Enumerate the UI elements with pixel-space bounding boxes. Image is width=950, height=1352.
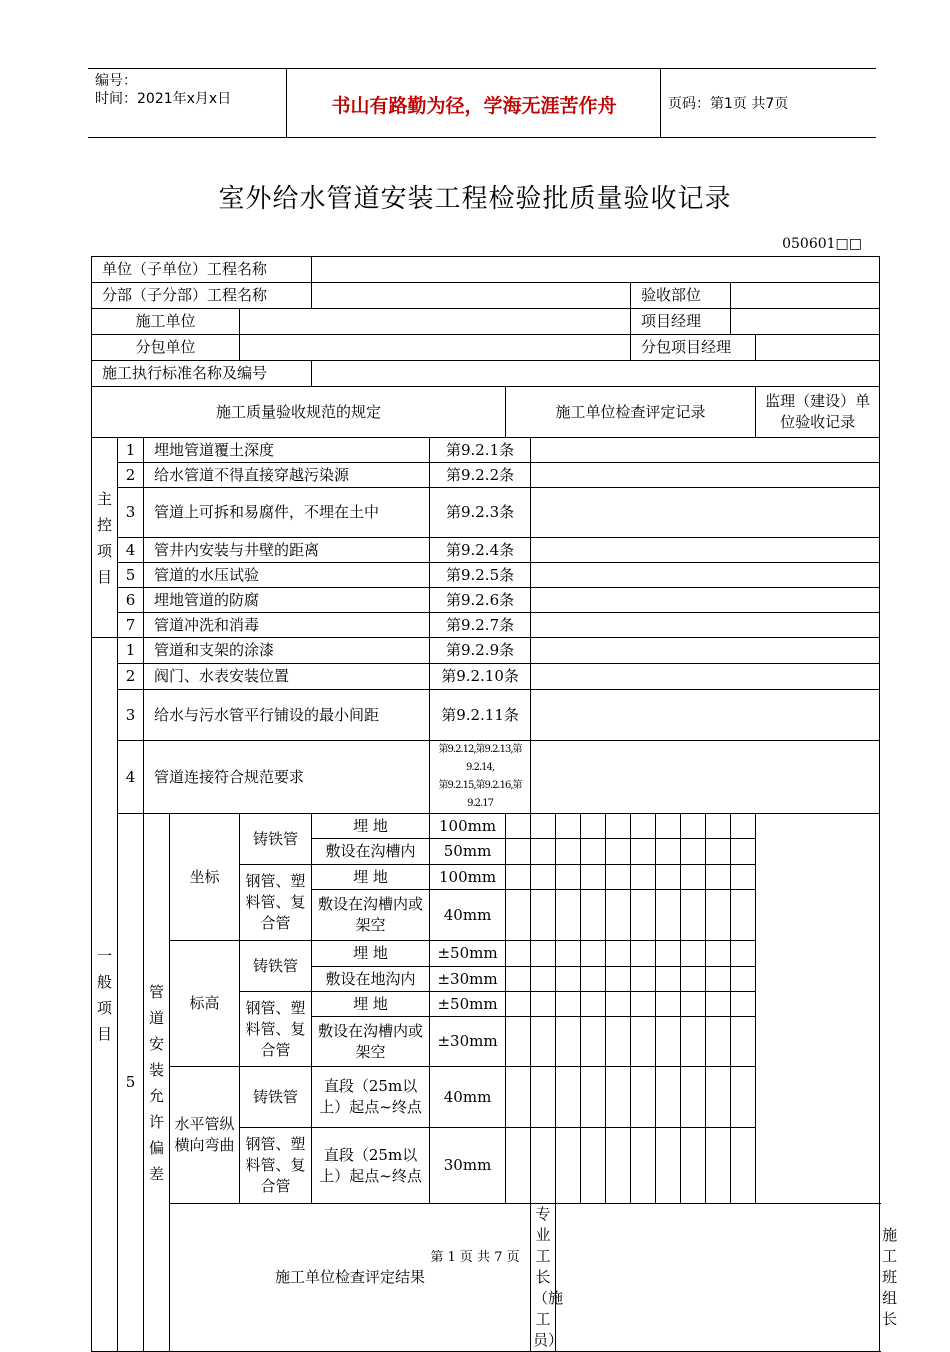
pipe-type: 铸铁管 — [240, 941, 312, 992]
measure-cell[interactable] — [706, 1128, 731, 1204]
clause-line: 第9.2.12,第9.2.13,第9.2.14, — [438, 744, 522, 773]
laying-method: 敷设在沟槽内 — [312, 839, 430, 865]
document-header — [88, 68, 876, 138]
check-cell[interactable] — [531, 664, 880, 690]
measure-cell[interactable] — [581, 814, 606, 839]
item-clause: 第9.2.6条 — [430, 588, 531, 613]
item-clause: 第9.2.9条 — [430, 638, 531, 664]
measure-cell[interactable] — [506, 865, 531, 890]
allowed-value: 40mm — [430, 890, 506, 941]
check-cell[interactable] — [531, 638, 880, 664]
header-divider — [286, 69, 287, 137]
item-clause: 第9.2.5条 — [430, 563, 531, 588]
measure-cell[interactable] — [706, 1067, 731, 1128]
measure-cell[interactable] — [506, 941, 531, 967]
construction-unit-label: 施工单位 — [92, 309, 240, 335]
general-items-label: 一般项目 — [92, 638, 118, 1352]
measure-cell[interactable] — [606, 839, 631, 865]
measure-cell[interactable] — [531, 967, 556, 992]
item-clause: 第9.2.11条 — [430, 690, 531, 741]
measure-cell[interactable] — [506, 1067, 531, 1128]
measure-cell[interactable] — [606, 1067, 631, 1128]
measure-cell[interactable] — [531, 1128, 556, 1204]
construction-unit-value[interactable] — [240, 309, 631, 335]
row-number: 1 — [118, 638, 144, 664]
measure-cell[interactable] — [681, 1128, 706, 1204]
measure-cell[interactable] — [556, 1128, 581, 1204]
pipe-type: 钢管、塑料管、复合管 — [240, 992, 312, 1067]
measure-cell[interactable] — [531, 839, 556, 865]
row-number: 4 — [118, 538, 144, 563]
row-number: 3 — [118, 488, 144, 538]
measure-cell[interactable] — [706, 941, 731, 967]
measure-cell[interactable] — [656, 992, 681, 1017]
form-code: 050601□□ — [782, 236, 862, 252]
measure-cell[interactable] — [581, 1017, 606, 1067]
subcontract-manager-value[interactable] — [756, 335, 880, 361]
measure-cell[interactable] — [531, 1017, 556, 1067]
measure-cell[interactable] — [506, 839, 531, 865]
project-manager-value[interactable] — [731, 309, 880, 335]
measure-cell[interactable] — [731, 967, 756, 992]
measure-cell[interactable] — [581, 967, 606, 992]
measure-cell[interactable] — [581, 1128, 606, 1204]
allowed-value: ±50mm — [430, 941, 506, 967]
measure-cell[interactable] — [631, 890, 656, 941]
measure-cell[interactable] — [531, 1067, 556, 1128]
measure-cell[interactable] — [631, 1067, 656, 1128]
laying-method: 敷设在沟槽内或架空 — [312, 890, 430, 941]
laying-method: 敷设在地沟内 — [312, 967, 430, 992]
check-cell[interactable] — [531, 563, 880, 588]
standard-value[interactable] — [312, 361, 880, 387]
sub-project-value[interactable] — [312, 283, 631, 309]
item-name: 埋地管道覆土深度 — [144, 438, 430, 463]
item-clause: 第9.2.2条 — [430, 463, 531, 488]
item-clause — [430, 741, 531, 814]
page-label: 页码：第1页 共7页 — [668, 96, 789, 112]
measure-cell[interactable] — [506, 1128, 531, 1204]
laying-method: 敷设在沟槽内或架空 — [312, 1017, 430, 1067]
allowed-value: ±30mm — [430, 1017, 506, 1067]
item-name: 管井内安装与井壁的距离 — [144, 538, 430, 563]
measure-cell[interactable] — [706, 814, 731, 839]
measure-cell[interactable] — [556, 814, 581, 839]
deviation-label: 管道安装允许偏差 — [144, 814, 170, 1352]
measure-cell[interactable] — [656, 1067, 681, 1128]
check-cell[interactable] — [531, 588, 880, 613]
measure-cell[interactable] — [631, 967, 656, 992]
measure-cell[interactable] — [506, 992, 531, 1017]
check-cell[interactable] — [531, 613, 880, 638]
laying-method: 埋 地 — [312, 941, 430, 967]
pipe-type: 钢管、塑料管、复合管 — [240, 1128, 312, 1204]
measure-cell[interactable] — [606, 967, 631, 992]
measure-cell[interactable] — [656, 839, 681, 865]
measure-cell[interactable] — [731, 814, 756, 839]
measure-cell[interactable] — [581, 992, 606, 1017]
item-name: 管道的水压试验 — [144, 563, 430, 588]
allowed-value: 100mm — [430, 865, 506, 890]
allowed-value: ±30mm — [430, 967, 506, 992]
measure-cell[interactable] — [556, 1067, 581, 1128]
sub-project-label: 分部（子分部）工程名称 — [92, 283, 312, 309]
measure-cell[interactable] — [581, 839, 606, 865]
measure-cell[interactable] — [631, 941, 656, 967]
measure-cell[interactable] — [581, 890, 606, 941]
project-manager-label: 项目经理 — [631, 309, 731, 335]
measure-cell[interactable] — [631, 1017, 656, 1067]
measure-cell[interactable] — [581, 1067, 606, 1128]
measure-cell[interactable] — [606, 992, 631, 1017]
measure-cell[interactable] — [656, 1017, 681, 1067]
measure-cell[interactable] — [681, 967, 706, 992]
subcontract-unit-label: 分包单位 — [92, 335, 240, 361]
allowed-value: 40mm — [430, 1067, 506, 1128]
bend-label: 水平管纵横向弯曲 — [170, 1067, 240, 1204]
measure-cell[interactable] — [531, 890, 556, 941]
measure-cell[interactable] — [606, 890, 631, 941]
item-name: 管道上可拆和易腐件，不埋在土中 — [144, 488, 430, 538]
measure-cell[interactable] — [531, 992, 556, 1017]
row-number: 6 — [118, 588, 144, 613]
row-number: 1 — [118, 438, 144, 463]
row-number: 7 — [118, 613, 144, 638]
measure-cell[interactable] — [731, 890, 756, 941]
allowed-value: 100mm — [430, 814, 506, 839]
clause-line: 第9.2.15,第9.2.16,第9.2.17 — [438, 780, 522, 809]
header-divider — [660, 69, 661, 137]
measure-cell[interactable] — [531, 941, 556, 967]
standard-label: 施工执行标准名称及编号 — [92, 361, 312, 387]
measure-cell[interactable] — [506, 814, 531, 839]
item-name: 管道连接符合规范要求 — [144, 741, 430, 814]
measure-cell[interactable] — [681, 865, 706, 890]
measure-cell[interactable] — [581, 865, 606, 890]
measure-cell[interactable] — [681, 992, 706, 1017]
result-label: 施工单位检查评定结果 — [170, 1204, 531, 1352]
item-clause: 第9.2.7条 — [430, 613, 531, 638]
acceptance-part-value[interactable] — [731, 283, 880, 309]
item-clause: 第9.2.3条 — [430, 488, 531, 538]
measure-cell[interactable] — [706, 1017, 731, 1067]
measure-cell[interactable] — [631, 992, 656, 1017]
elev-label: 标高 — [170, 941, 240, 1067]
pipe-type: 铸铁管 — [240, 814, 312, 865]
check-cell[interactable] — [531, 538, 880, 563]
header-motto: 书山有路勤为径，学海无涯苦作舟 — [331, 95, 617, 117]
measure-cell[interactable] — [581, 941, 606, 967]
measure-cell[interactable] — [731, 1128, 756, 1204]
item-name: 管道和支架的涂漆 — [144, 638, 430, 664]
number-label: 编号： — [95, 73, 137, 89]
measure-cell[interactable] — [656, 890, 681, 941]
measure-cell[interactable] — [556, 992, 581, 1017]
pipe-type: 铸铁管 — [240, 1067, 312, 1128]
row-number: 4 — [118, 741, 144, 814]
page-footer: 第 1 页 共 7 页 — [430, 1250, 520, 1265]
measure-cell[interactable] — [681, 814, 706, 839]
subcontract-manager-label: 分包项目经理 — [631, 335, 756, 361]
measure-cell[interactable] — [706, 839, 731, 865]
measure-cell[interactable] — [706, 890, 731, 941]
measure-cell[interactable] — [706, 865, 731, 890]
measure-cell[interactable] — [631, 865, 656, 890]
measure-cell[interactable] — [556, 941, 581, 967]
measure-cell[interactable] — [606, 814, 631, 839]
supervision-header: 监理（建设）单位验收记录 — [756, 387, 880, 438]
row-number: 3 — [118, 690, 144, 741]
measure-cell[interactable] — [631, 814, 656, 839]
row-number: 5 — [118, 814, 144, 1352]
check-cell[interactable] — [531, 438, 880, 463]
foreman-label: 专业工长（施工员） — [531, 1204, 556, 1352]
measure-cell[interactable] — [681, 1067, 706, 1128]
row-number: 5 — [118, 563, 144, 588]
measure-cell[interactable] — [681, 1017, 706, 1067]
measure-cell[interactable] — [531, 814, 556, 839]
measure-cell[interactable] — [506, 890, 531, 941]
item-clause: 第9.2.10条 — [430, 664, 531, 690]
foreman-signature[interactable] — [556, 1204, 880, 1352]
measure-cell[interactable] — [681, 941, 706, 967]
time-label: 时间：2021年x月x日 — [95, 91, 232, 107]
allowed-value: 30mm — [430, 1128, 506, 1204]
item-name: 管道冲洗和消毒 — [144, 613, 430, 638]
measure-cell[interactable] — [556, 967, 581, 992]
pipe-type: 钢管、塑料管、复合管 — [240, 865, 312, 941]
header-left — [95, 72, 231, 108]
measure-cell[interactable] — [731, 1017, 756, 1067]
row-number: 2 — [118, 463, 144, 488]
measure-cell[interactable] — [531, 865, 556, 890]
inspection-table: 单位（子单位）工程名称 分部（子分部）工程名称 验收部位 施工单位 项目经理 分包单位 分包项目经理 施工执行标准名称及编号 施工质量验收规范的规定 施工单位检查评定记录 监理（建设）单位验收记录 主控项目 1 埋地管道覆土深度 第9.2.1条 2 给水管道不得直接穿越污染源 第9.2.2条 3 管道上可拆和易腐件，不埋在土中 第9.2.3条 4 管井内安装与井壁的距离 第9.2.4条 5 管道的水压试验 第9.2.5条 6 埋地管道的防腐 第9.2.6条 7 管道冲洗和消毒 第9.2.7条 一般项目 1 管道和支架的涂漆 第9.2.9条 2 阀门、水表安装位置 第9.2.10条 3 给水与污水管平行铺设的最小间距 第9.2.11条 4 管道连接符合规范要求 第9.2.12,第9.2.13,第9.2.14, 第9.2.15,第9.2.16,第9.2.17 5 管道安装允许偏差 坐标 铸铁管 埋 地 100mm 敷设在沟槽内 50mm 钢管、塑料管、复合管 埋 地 100mm 敷设在沟槽内或架空 40mm 标高 铸铁管 埋 地 ±50mm 敷设在地沟内 ±30mm 钢管、塑料管、复合管 埋 地 ±50mm 敷设在沟槽内或架空 ±30mm 水平管纵横向弯曲 铸铁管 直段（25m以上）起点~终点 40mm 钢管、塑料管、复合管 直段（25m以上）起点~终点 30mm 施工单位检查评定结果 专业工长（施工员） 施工班组长 — [91, 256, 880, 1352]
laying-method: 直段（25m以上）起点~终点 — [312, 1067, 430, 1128]
measure-cell[interactable] — [656, 865, 681, 890]
measure-cell[interactable] — [606, 865, 631, 890]
measure-cell[interactable] — [706, 992, 731, 1017]
unit-project-value[interactable] — [312, 257, 880, 283]
measure-cell[interactable] — [606, 1128, 631, 1204]
row-number: 2 — [118, 664, 144, 690]
measure-cell[interactable] — [656, 941, 681, 967]
check-cell[interactable] — [531, 741, 880, 814]
measure-cell[interactable] — [556, 890, 581, 941]
measure-cell[interactable] — [706, 967, 731, 992]
check-cell[interactable] — [531, 690, 880, 741]
unit-project-label: 单位（子单位）工程名称 — [92, 257, 312, 283]
measure-cell[interactable] — [606, 1017, 631, 1067]
item-name: 阀门、水表安装位置 — [144, 664, 430, 690]
measure-cell[interactable] — [606, 941, 631, 967]
measure-cell[interactable] — [681, 839, 706, 865]
check-cell[interactable] — [531, 463, 880, 488]
allowed-value: 50mm — [430, 839, 506, 865]
subcontract-unit-value[interactable] — [240, 335, 631, 361]
spec-header: 施工质量验收规范的规定 — [92, 387, 506, 438]
item-clause: 第9.2.4条 — [430, 538, 531, 563]
measure-cell[interactable] — [656, 1128, 681, 1204]
check-header: 施工单位检查评定记录 — [506, 387, 756, 438]
allowed-value: ±50mm — [430, 992, 506, 1017]
item-name: 给水管道不得直接穿越污染源 — [144, 463, 430, 488]
measure-cell[interactable] — [656, 967, 681, 992]
coord-label: 坐标 — [170, 814, 240, 941]
measure-cell[interactable] — [631, 839, 656, 865]
item-name: 埋地管道的防腐 — [144, 588, 430, 613]
measure-cell[interactable] — [506, 967, 531, 992]
measure-cell[interactable] — [731, 839, 756, 865]
measure-cell[interactable] — [506, 1017, 531, 1067]
measure-cell[interactable] — [731, 992, 756, 1017]
measure-cell[interactable] — [556, 865, 581, 890]
main-items-label: 主控项目 — [92, 438, 118, 638]
page-title: 室外给水管道安装工程检验批质量验收记录 — [218, 184, 732, 214]
measure-cell[interactable] — [656, 814, 681, 839]
laying-method: 直段（25m以上）起点~终点 — [312, 1128, 430, 1204]
measure-cell[interactable] — [556, 839, 581, 865]
measure-cell[interactable] — [731, 941, 756, 967]
measure-cell[interactable] — [731, 1067, 756, 1128]
laying-method: 埋 地 — [312, 992, 430, 1017]
check-cell[interactable] — [531, 488, 880, 538]
laying-method: 埋 地 — [312, 865, 430, 890]
item-clause: 第9.2.1条 — [430, 438, 531, 463]
item-name: 给水与污水管平行铺设的最小间距 — [144, 690, 430, 741]
laying-method: 埋 地 — [312, 814, 430, 839]
acceptance-part-label: 验收部位 — [631, 283, 731, 309]
measure-cell[interactable] — [681, 890, 706, 941]
measure-cell[interactable] — [556, 1017, 581, 1067]
measure-cell[interactable] — [731, 865, 756, 890]
measure-cell[interactable] — [631, 1128, 656, 1204]
